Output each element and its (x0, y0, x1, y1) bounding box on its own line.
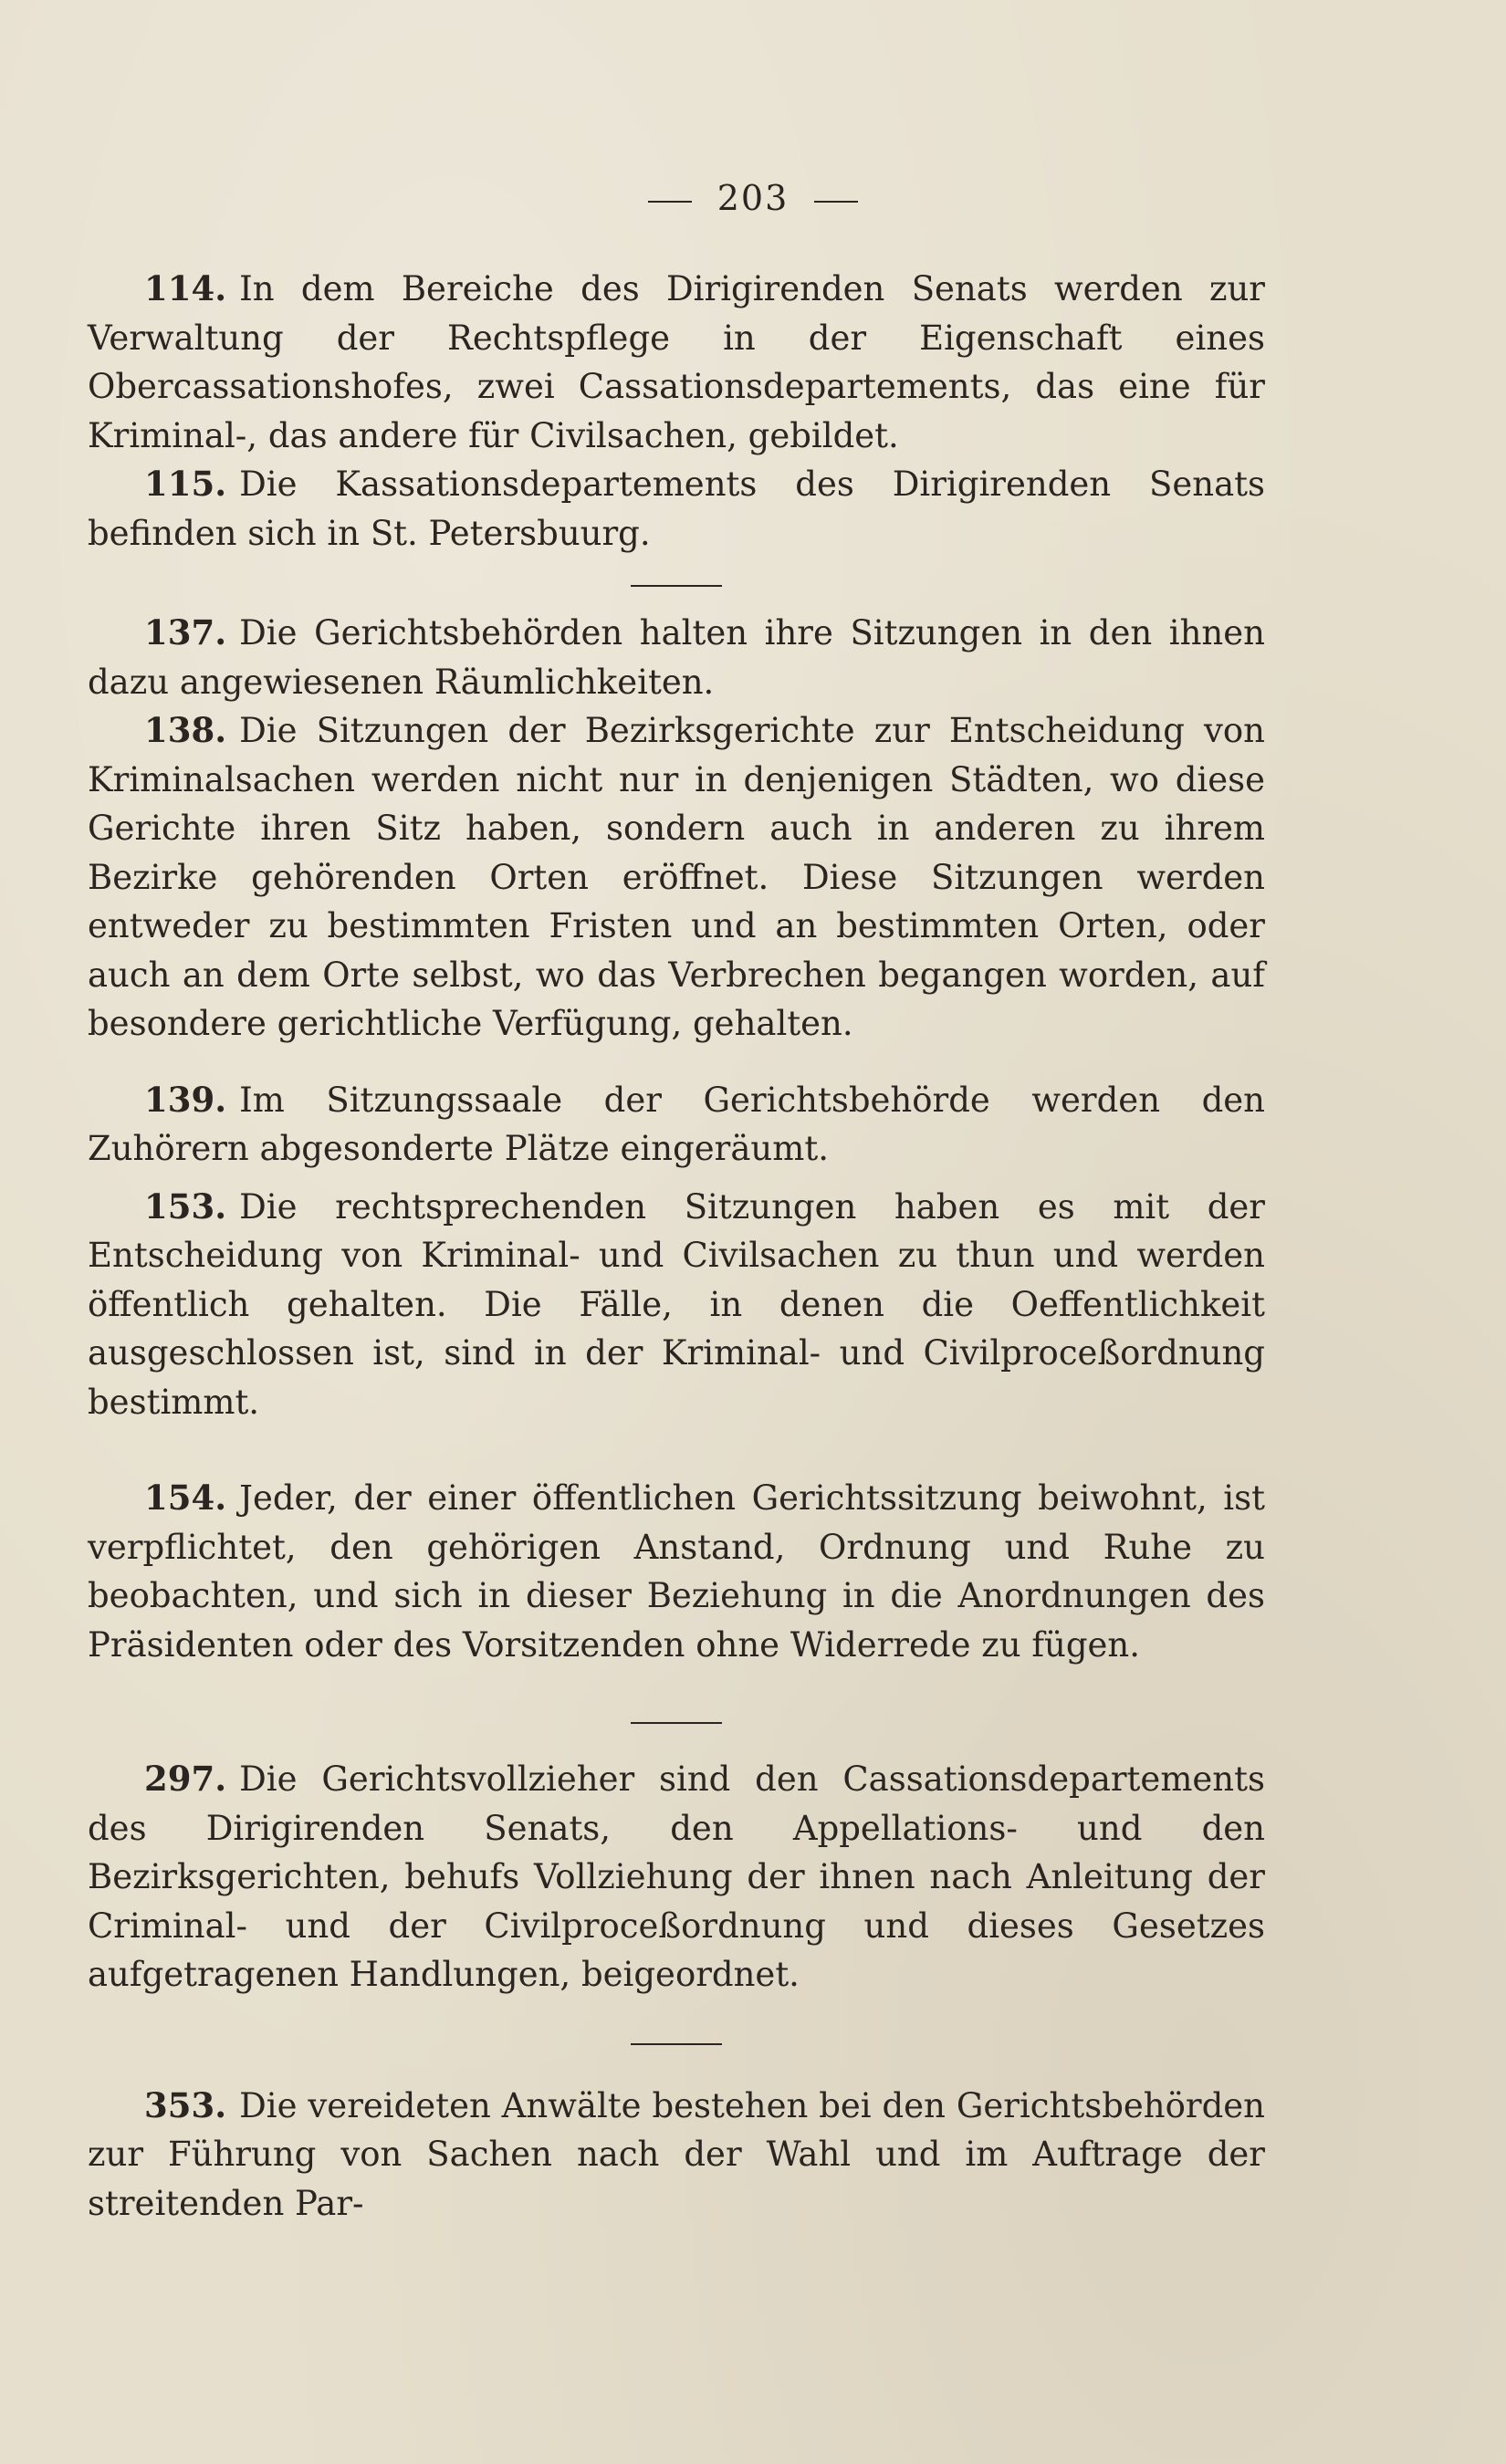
paragraph-text: In dem Bereiche des Dirigirenden Senats werden zur Verwaltung der Rechtspflege in der Eigenschaft eines Obercassationshofes, zwei Cassationsdepartements, das eine für Kriminal-, das andere für Civilsachen, gebildet. (88, 269, 1265, 455)
paragraph-text: Die Gerichtsvollzieher sind den Cassationsdepartements des Dirigirenden Senats, den Appellations- und den Bezirksgerichten, behufs Vollziehung der ihnen nach Anleitung der Criminal- und der Civilproceßordnung und dieses Gesetzes aufgetragenen Handlungen, beigeordnet. (88, 1759, 1265, 1994)
paragraph-115 (88, 460, 1265, 558)
header-dash-right (814, 201, 858, 203)
section-number: 138. (144, 710, 227, 750)
section-number: 137. (144, 612, 227, 653)
paragraph-text: Die vereideten Anwälte bestehen bei den Gerichtsbehörden zur Führung von Sachen nach der Wahl und im Auftrage der streitenden Par- (88, 2085, 1265, 2223)
paragraph-text: Die rechtsprechenden Sitzungen haben es mit der Entscheidung von Kriminal- und Civilsachen zu thun und werden öffentlich gehalten. Die Fälle, in denen die Oeffentlichkeit ausgeschlossen ist, sind in der Kriminal- und Civilproceßordnung bestimmt. (88, 1186, 1265, 1422)
section-number: 297. (144, 1759, 227, 1799)
section-number: 115. (144, 464, 227, 504)
section-number: 154. (144, 1477, 227, 1518)
paragraph-text: Im Sitzungssaale der Gerichtsbehörde werden den Zuhörern abgesonderte Plätze eingeräumt. (88, 1080, 1265, 1168)
page-header (0, 178, 1506, 218)
paragraph-114 (88, 265, 1265, 460)
paragraph-text: Die Gerichtsbehörden halten ihre Sitzungen in den ihnen dazu angewiesenen Räumlichkeiten. (88, 613, 1265, 702)
paragraph-text: Jeder, der einer öffentlichen Gerichtssitzung beiwohnt, ist verpflichtet, den gehörigen Anstand, Ordnung und Ruhe zu beobachten, und sich in dieser Beziehung in die Anordnungen des Präsidenten oder des Vorsitzenden ohne Widerrede zu fügen. (88, 1478, 1265, 1665)
paragraph-text: Die Kassationsdepartements des Dirigirenden Senats befinden sich in St. Petersbuurg. (88, 465, 1265, 553)
paragraph-153 (88, 1183, 1265, 1427)
page-body (88, 265, 1265, 2228)
paragraph-353 (88, 2082, 1265, 2229)
section-number: 153. (144, 1185, 227, 1227)
paragraph-text: Die Sitzungen der Bezirksgerichte zur Entscheidung von Kriminalsachen werden nicht nur in denjenigen Städten, wo diese Gerichte ihren Sitz haben, sondern auch in anderen zu ihrem Bezirke gehörenden Orten eröffnet. Diese Sitzungen werden entweder zu bestimmten Fristen und an bestimmten Orten, oder auch an dem Orte selbst, wo das Verbrechen begangen worden, auf besondere gerichtliche Verfügung, gehalten. (88, 711, 1265, 1043)
page-number: 203 (716, 178, 790, 218)
paragraph-154 (88, 1474, 1265, 1669)
section-number: 114. (144, 268, 227, 308)
paragraph-138 (88, 706, 1265, 1049)
paragraph-139 (88, 1076, 1265, 1174)
section-number: 139. (144, 1079, 227, 1120)
section-number: 353. (144, 2084, 227, 2125)
header-dash-left (648, 201, 692, 203)
paragraph-137 (88, 609, 1265, 706)
paragraph-297 (88, 1755, 1265, 1999)
